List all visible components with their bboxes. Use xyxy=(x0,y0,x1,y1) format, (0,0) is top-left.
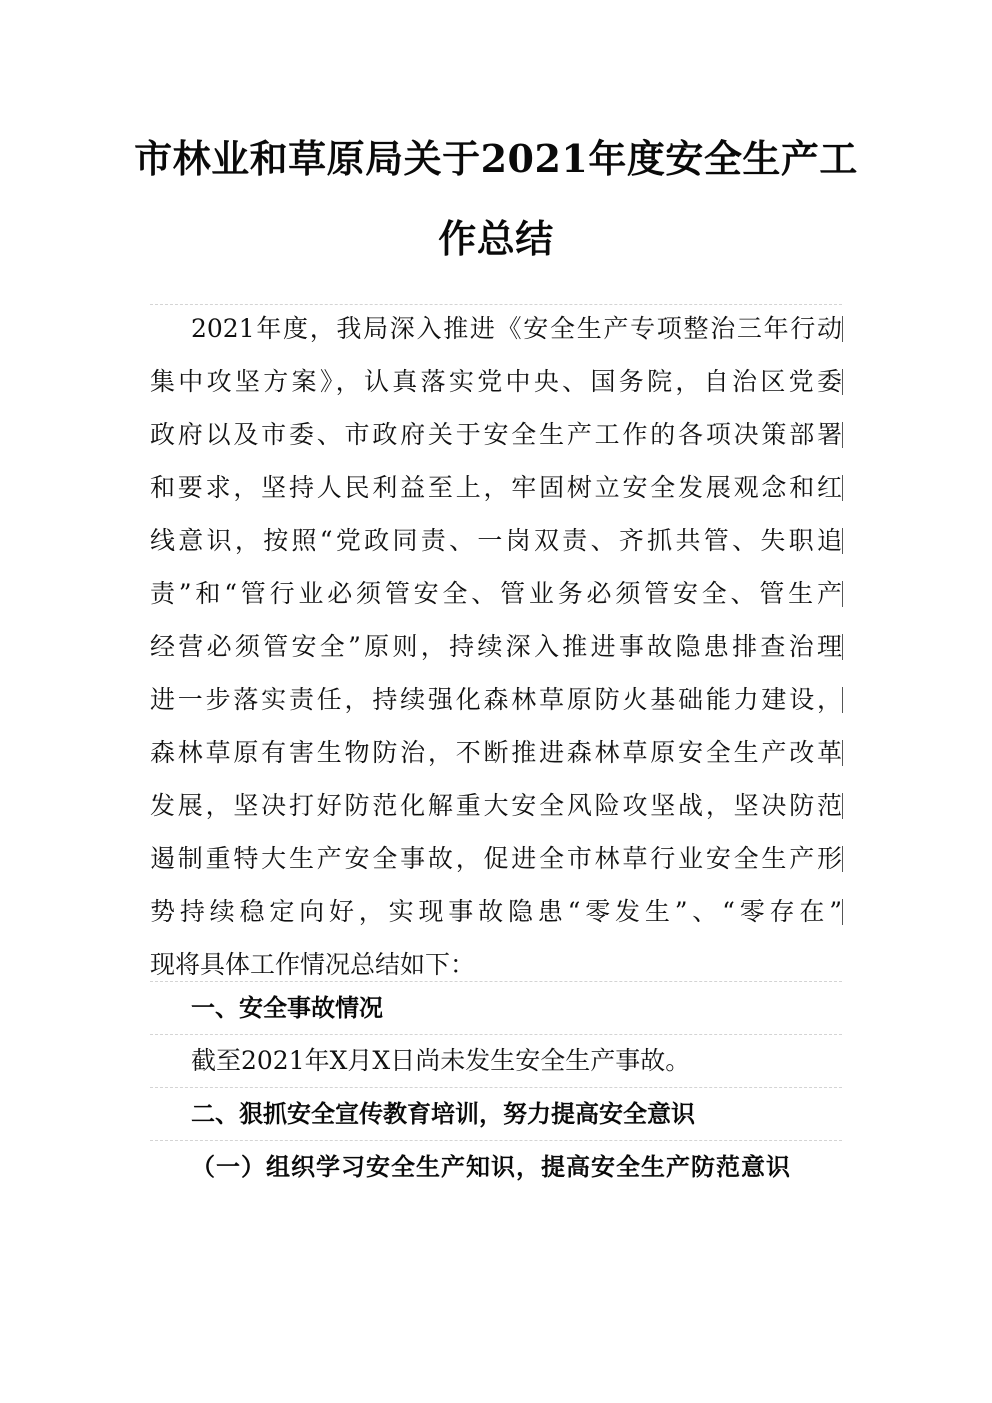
paragraph-line: 森林草原有害生物防治，不断推进森林草原安全生产改革 xyxy=(150,738,842,767)
paragraph-line: 责”和“管行业必须管安全、管业务必须管安全、管生产 xyxy=(150,579,842,608)
paragraph-line: 线意识，按照“党政同责、一岗双责、齐抓共管、失职追 xyxy=(150,526,842,555)
paragraph-line: 经营必须管安全”原则，持续深入推进事故隐患排查治理 xyxy=(150,632,842,661)
subsection-heading: （一）组织学习安全生产知识，提高安全生产防范意识 xyxy=(191,1153,791,1181)
paragraph-line: 遏制重特大生产安全事故，促进全市林草行业安全生产形 xyxy=(150,844,842,873)
margin-bar xyxy=(842,528,843,554)
paragraph-line: 2021年度，我局深入推进《安全生产专项整治三年行动 xyxy=(191,314,842,343)
margin-bar xyxy=(842,475,843,501)
divider xyxy=(150,981,842,982)
paragraph-line: 进一步落实责任，持续强化森林草原防火基础能力建设， xyxy=(150,685,842,714)
divider xyxy=(150,1140,842,1141)
margin-bar xyxy=(842,740,843,766)
section-heading: 二、狠抓安全宣传教育培训，努力提高安全意识 xyxy=(191,1100,695,1128)
section-text: 截至2021年X月X日尚未发生安全生产事故。 xyxy=(191,1046,691,1075)
margin-bar xyxy=(842,316,843,342)
margin-bar xyxy=(842,899,843,925)
margin-bar xyxy=(842,369,843,395)
paragraph-line: 势持续稳定向好，实现事故隐患“零发生”、“零存在” xyxy=(150,897,842,926)
margin-bar xyxy=(842,634,843,660)
divider xyxy=(150,304,842,305)
paragraph-line: 和要求，坚持人民利益至上，牢固树立安全发展观念和红 xyxy=(150,473,842,502)
paragraph-line: 发展，坚决打好防范化解重大安全风险攻坚战，坚决防范 xyxy=(150,791,842,820)
document-title-line-2: 作总结 xyxy=(438,216,554,261)
paragraph-line: 现将具体工作情况总结如下： xyxy=(150,950,476,979)
divider xyxy=(150,1034,842,1035)
margin-bar xyxy=(842,793,843,819)
divider xyxy=(150,1087,842,1088)
section-heading: 一、安全事故情况 xyxy=(191,994,383,1022)
document-title-line-1: 市林业和草原局关于2021年度安全生产工 xyxy=(134,136,858,181)
margin-bar xyxy=(842,687,843,713)
margin-bar xyxy=(842,581,843,607)
paragraph-line: 政府以及市委、市政府关于安全生产工作的各项决策部署 xyxy=(150,420,842,449)
margin-bar xyxy=(842,422,843,448)
margin-bar xyxy=(842,846,843,872)
paragraph-line: 集中攻坚方案》，认真落实党中央、国务院，自治区党委 xyxy=(150,367,842,396)
